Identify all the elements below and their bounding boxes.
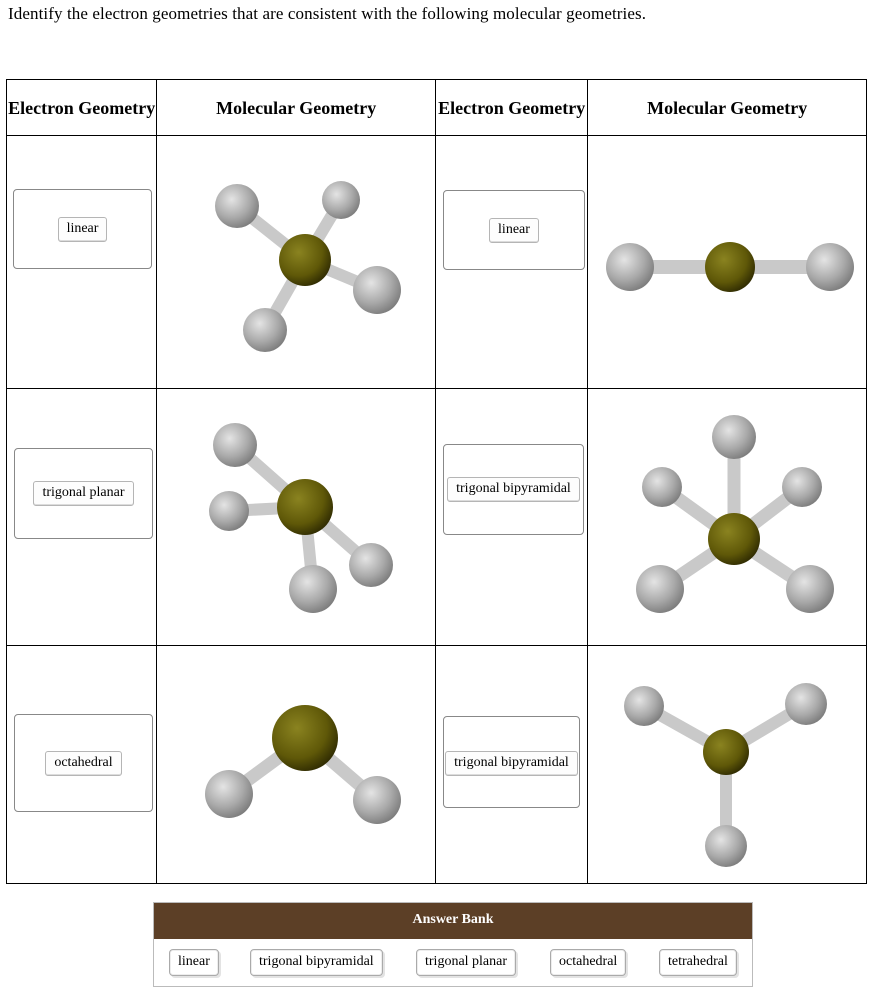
cell-electron-geometry-r2c2 <box>435 389 587 646</box>
answer-chip-linear[interactable]: linear <box>169 949 219 976</box>
answer-chip-trigonal-planar[interactable]: trigonal planar <box>416 949 516 976</box>
header-molecular-geometry-1: Molecular Geometry <box>157 80 436 136</box>
placed-answer-r2-right[interactable]: trigonal bipyramidal <box>447 477 580 502</box>
drop-target-r1-left[interactable] <box>13 189 152 269</box>
drop-target-r3-left[interactable] <box>14 714 153 812</box>
cell-electron-geometry-r2c1 <box>7 389 157 646</box>
cell-molecule-octahedral <box>588 389 867 646</box>
drop-target-r2-left[interactable] <box>14 448 153 539</box>
placed-answer-r3-left[interactable]: octahedral <box>45 751 121 776</box>
placed-answer-r1-right[interactable]: linear <box>489 218 539 243</box>
molecule-see-saw-image <box>157 136 435 388</box>
header-electron-geometry-1: Electron Geometry <box>7 80 157 136</box>
answer-bank-items <box>154 939 752 986</box>
cell-electron-geometry-r3c2 <box>435 646 587 884</box>
drop-target-r1-right[interactable] <box>443 190 585 270</box>
placed-answer-r1-left[interactable]: linear <box>58 217 108 242</box>
molecule-octahedral-image <box>588 389 866 645</box>
molecule-t-shaped-image <box>588 646 866 883</box>
answer-bank <box>153 902 753 987</box>
cell-molecule-square-pyramidal <box>157 389 436 646</box>
answer-bank-title: Answer Bank <box>154 903 752 939</box>
cell-molecule-linear <box>588 136 867 389</box>
drop-target-r3-right[interactable] <box>443 716 580 808</box>
question-prompt: Identify the electron geometries that are consistent with the following molecular geometries. <box>8 4 647 23</box>
cell-electron-geometry-r3c1 <box>7 646 157 884</box>
molecule-square-pyramidal-image <box>157 389 435 645</box>
header-electron-geometry-2: Electron Geometry <box>435 80 587 136</box>
drop-target-r2-right[interactable] <box>443 444 584 535</box>
answer-chip-tetrahedral[interactable]: tetrahedral <box>659 949 737 976</box>
answer-chip-trigonal-bipyramidal[interactable]: trigonal bipyramidal <box>250 949 383 976</box>
geometry-table <box>6 79 867 884</box>
placed-answer-r2-left[interactable]: trigonal planar <box>33 481 133 506</box>
cell-electron-geometry-r1c2 <box>435 136 587 389</box>
placed-answer-r3-right[interactable]: trigonal bipyramidal <box>445 751 578 776</box>
cell-electron-geometry-r1c1 <box>7 136 157 389</box>
cell-molecule-t-shaped <box>588 646 867 884</box>
answer-chip-octahedral[interactable]: octahedral <box>550 949 626 976</box>
cell-molecule-bent <box>157 646 436 884</box>
header-molecular-geometry-2: Molecular Geometry <box>588 80 867 136</box>
cell-molecule-see-saw <box>157 136 436 389</box>
molecule-bent-image <box>157 646 435 883</box>
molecule-linear-image <box>588 136 866 388</box>
